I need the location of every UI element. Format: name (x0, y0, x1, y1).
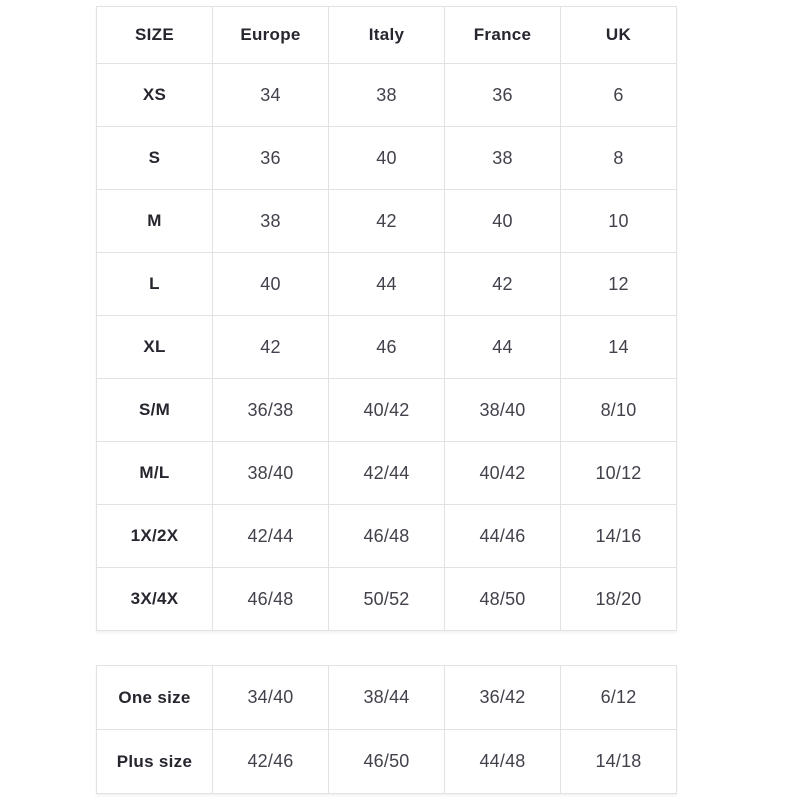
size-table-header (97, 7, 677, 64)
table-row-one-size (97, 666, 677, 730)
size-label: L (97, 253, 213, 316)
size-value-italy: 50/52 (329, 568, 445, 631)
size-value-italy: 42 (329, 190, 445, 253)
size-value-france: 40/42 (445, 442, 561, 505)
table-row-l (97, 253, 677, 316)
size-value-uk: 14/18 (561, 730, 677, 794)
size-value-uk: 10 (561, 190, 677, 253)
size-table-body (97, 64, 677, 631)
size-conversion-table (96, 6, 677, 631)
size-label: Plus size (97, 730, 213, 794)
size-value-italy: 46/48 (329, 505, 445, 568)
size-value-france: 44/46 (445, 505, 561, 568)
size-label: M/L (97, 442, 213, 505)
size-value-france: 36 (445, 64, 561, 127)
size-value-europe: 36 (213, 127, 329, 190)
size-label: XL (97, 316, 213, 379)
size-value-europe: 38/40 (213, 442, 329, 505)
size-value-uk: 6/12 (561, 666, 677, 730)
header-cell-europe: Europe (213, 7, 329, 64)
size-value-europe: 42 (213, 316, 329, 379)
size-label: XS (97, 64, 213, 127)
size-value-uk: 12 (561, 253, 677, 316)
size-value-italy: 46 (329, 316, 445, 379)
size-value-italy: 46/50 (329, 730, 445, 794)
size-label: 1X/2X (97, 505, 213, 568)
special-sizes-table (96, 665, 677, 794)
table-row-1x-2x (97, 505, 677, 568)
size-value-uk: 14 (561, 316, 677, 379)
size-value-france: 40 (445, 190, 561, 253)
header-cell-size: SIZE (97, 7, 213, 64)
size-value-europe: 34 (213, 64, 329, 127)
table-row-plus-size (97, 730, 677, 794)
table-row-m (97, 190, 677, 253)
size-label: 3X/4X (97, 568, 213, 631)
size-label: S/M (97, 379, 213, 442)
size-value-europe: 36/38 (213, 379, 329, 442)
size-value-italy: 42/44 (329, 442, 445, 505)
size-value-uk: 10/12 (561, 442, 677, 505)
size-label: S (97, 127, 213, 190)
table-row-xl (97, 316, 677, 379)
size-value-uk: 8 (561, 127, 677, 190)
size-value-france: 38 (445, 127, 561, 190)
size-value-europe: 40 (213, 253, 329, 316)
size-value-italy: 44 (329, 253, 445, 316)
size-value-europe: 38 (213, 190, 329, 253)
size-value-europe: 42/46 (213, 730, 329, 794)
size-value-france: 48/50 (445, 568, 561, 631)
size-value-france: 42 (445, 253, 561, 316)
table-row-xs (97, 64, 677, 127)
special-sizes-body (97, 666, 677, 794)
size-label: M (97, 190, 213, 253)
header-row (97, 7, 677, 64)
header-cell-france: France (445, 7, 561, 64)
size-value-italy: 38/44 (329, 666, 445, 730)
size-value-uk: 18/20 (561, 568, 677, 631)
table-row-m-l (97, 442, 677, 505)
table-row-s-m (97, 379, 677, 442)
table-row-3x-4x (97, 568, 677, 631)
size-value-uk: 8/10 (561, 379, 677, 442)
header-cell-uk: UK (561, 7, 677, 64)
size-value-italy: 40/42 (329, 379, 445, 442)
header-cell-italy: Italy (329, 7, 445, 64)
size-value-italy: 38 (329, 64, 445, 127)
size-value-france: 44/48 (445, 730, 561, 794)
size-value-europe: 42/44 (213, 505, 329, 568)
size-value-uk: 6 (561, 64, 677, 127)
size-value-europe: 34/40 (213, 666, 329, 730)
size-value-uk: 14/16 (561, 505, 677, 568)
size-value-france: 36/42 (445, 666, 561, 730)
size-value-italy: 40 (329, 127, 445, 190)
size-value-france: 38/40 (445, 379, 561, 442)
table-row-s (97, 127, 677, 190)
size-value-europe: 46/48 (213, 568, 329, 631)
size-label: One size (97, 666, 213, 730)
size-value-france: 44 (445, 316, 561, 379)
